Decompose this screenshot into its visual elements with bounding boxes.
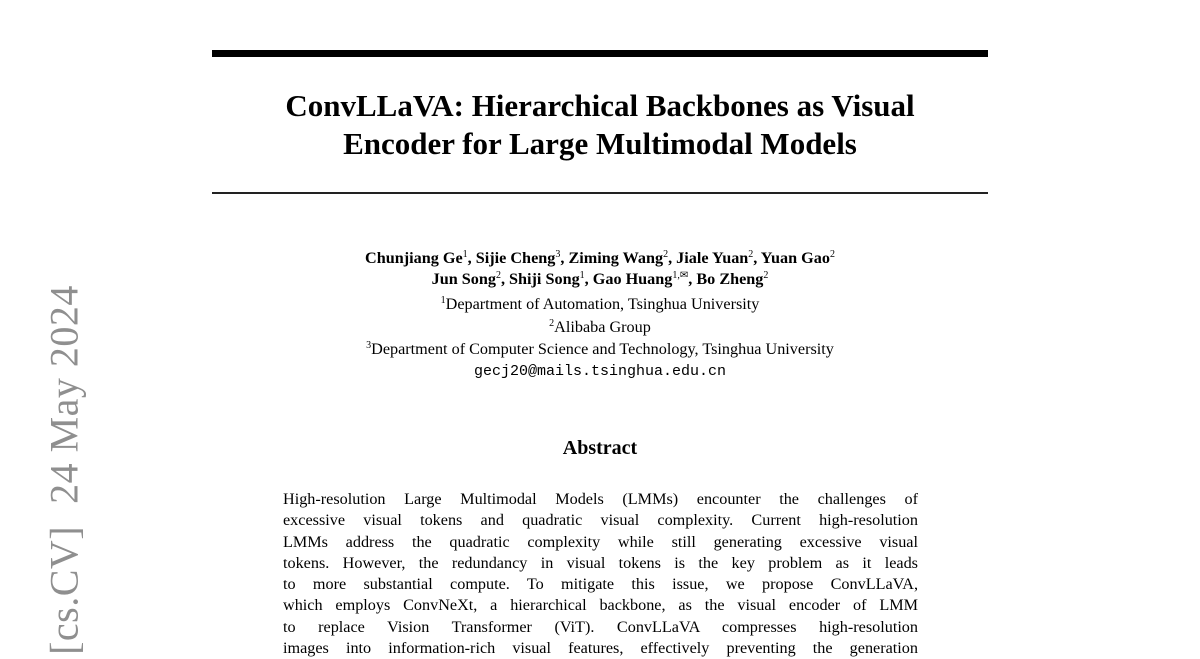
author-affil-mark: 1 bbox=[462, 249, 468, 260]
paper-title bbox=[212, 87, 988, 163]
author bbox=[432, 270, 501, 288]
author-name: Ziming Wang bbox=[568, 249, 664, 267]
title-bottom-rule bbox=[212, 192, 988, 194]
author-name: Jun Song bbox=[431, 270, 496, 288]
author-name: Yuan Gao bbox=[760, 249, 830, 267]
author bbox=[761, 249, 835, 267]
author bbox=[593, 270, 689, 288]
title-line: Encoder for Large Multimodal Models bbox=[343, 126, 857, 161]
author bbox=[476, 249, 561, 267]
author bbox=[676, 249, 753, 267]
abstract-heading: Abstract bbox=[562, 437, 638, 459]
abstract-line: LMMs address the quadratic complexity while still generating excessive visual bbox=[283, 532, 918, 551]
author-affil-mark: 3 bbox=[555, 249, 561, 260]
author-name: Chunjiang Ge bbox=[365, 249, 463, 267]
title-top-rule bbox=[212, 50, 988, 57]
author-name: Jiale Yuan bbox=[676, 249, 749, 267]
contact-email[interactable]: gecj20@mails.tsinghua.edu.cn bbox=[473, 362, 727, 380]
affiliation bbox=[212, 293, 988, 316]
author bbox=[509, 270, 585, 288]
arxiv-category: [cs.CV] bbox=[41, 525, 87, 655]
author-affil-mark: 2 bbox=[748, 249, 754, 260]
author-affil-mark: 2 bbox=[763, 270, 769, 281]
affil-text: Department of Automation, Tsinghua University bbox=[445, 295, 760, 313]
author-name: Shiji Song bbox=[509, 270, 580, 288]
author-name: Sijie Cheng bbox=[475, 249, 556, 267]
author-line: Jun Song$^2$, Shiji Song$^1$, Gao Huang$^{1,✉}$, Bo Zheng$^2$ bbox=[431, 270, 769, 288]
affil-mark: 1 bbox=[440, 295, 446, 306]
author-affil-mark: 2 bbox=[663, 249, 669, 260]
affiliations bbox=[212, 293, 988, 383]
author bbox=[365, 249, 468, 267]
corresponding-author-mark: 1,✉ bbox=[672, 270, 689, 281]
affil-mark: 2 bbox=[549, 317, 555, 329]
arxiv-watermark bbox=[41, 285, 88, 655]
author-affil-mark: 1 bbox=[579, 270, 585, 281]
abstract-line: tokens. However, the redundancy in visual tokens is the key problem as it leads bbox=[283, 553, 918, 572]
author-list bbox=[212, 248, 988, 290]
author-name: Gao Huang bbox=[592, 270, 673, 288]
author bbox=[696, 270, 768, 288]
affil-text: Alibaba Group bbox=[554, 317, 651, 336]
abstract-line: which employs ConvNeXt, a hierarchical backbone, as the visual encoder of LMM bbox=[283, 596, 918, 615]
abstract-line: to replace Vision Transformer (ViT). ConvLLaVA compresses high-resolution bbox=[283, 617, 918, 636]
author bbox=[568, 249, 668, 267]
affiliation bbox=[212, 316, 988, 339]
abstract-line: images into information-rich visual features, effectively preventing the generation bbox=[283, 639, 918, 658]
author-affil-mark: 2 bbox=[495, 270, 501, 281]
author-name: Bo Zheng bbox=[696, 270, 764, 288]
arxiv-date: 24 May 2024 bbox=[41, 285, 87, 504]
abstract-body bbox=[283, 489, 918, 659]
abstract-line: excessive visual tokens and quadratic visual complexity. Current high-resolution bbox=[283, 511, 918, 530]
affil-text: Department of Computer Science and Technology, Tsinghua University bbox=[371, 340, 834, 358]
affiliation bbox=[212, 338, 988, 361]
author-affil-mark: 2 bbox=[829, 249, 835, 260]
abstract-line: to more substantial compute. To mitigate this issue, we propose ConvLLaVA, bbox=[283, 575, 918, 594]
affil-mark: 3 bbox=[366, 340, 372, 351]
abstract-line: High-resolution Large Multimodal Models (LMMs) encounter the challenges of bbox=[283, 490, 918, 508]
title-line: ConvLLaVA: Hierarchical Backbones as Visual bbox=[285, 88, 915, 123]
author-line: Chunjiang Ge$^1$, Sijie Cheng$^3$, Ziming Wang$^2$, Jiale Yuan$^2$, Yuan Gao$^2$ bbox=[365, 249, 835, 267]
